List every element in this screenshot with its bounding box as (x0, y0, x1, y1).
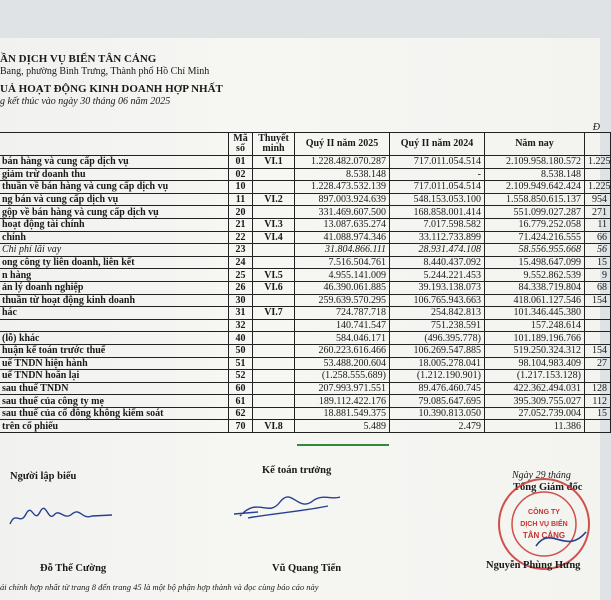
row-extra: 11 (585, 218, 611, 231)
row-q2-2025: 189.112.422.176 (295, 395, 390, 408)
row-ytd: 395.309.755.027 (485, 395, 585, 408)
row-q2-2025: 724.787.718 (295, 307, 390, 320)
header-note: Thuyết minh (253, 133, 295, 156)
row-q2-2024: - (390, 168, 485, 181)
row-ytd: 27.052.739.004 (485, 407, 585, 420)
table-row (0, 269, 611, 282)
row-ytd: 71.424.216.555 (485, 231, 585, 244)
director-name: Nguyễn Phùng Hưng (486, 560, 581, 571)
row-note: VI.3 (253, 218, 295, 231)
row-ytd: 2.109.958.180.572 (485, 156, 585, 169)
row-ytd: 418.061.127.546 (485, 294, 585, 307)
row-q2-2025: 41.088.974.346 (295, 231, 390, 244)
row-q2-2024: 79.085.647.695 (390, 395, 485, 408)
row-label: uế TNDN hiện hành (0, 357, 229, 370)
row-q2-2025: (1.258.555.689) (295, 370, 390, 383)
row-ytd: 16.779.252.058 (485, 218, 585, 231)
row-ytd: 101.189.196.766 (485, 332, 585, 345)
footnote: ái chính hợp nhất từ trang 8 đến trang 45 là một bộ phận hợp thành và đọc cùng báo cáo này (0, 582, 319, 592)
row-q2-2024: 254.842.813 (390, 307, 485, 320)
accountant-title: Kế toán trưởng (262, 465, 332, 476)
row-q2-2024: 2.479 (390, 420, 485, 433)
table-row (0, 156, 611, 169)
row-q2-2024: 717.011.054.514 (390, 181, 485, 194)
header-q2-2024: Quý II năm 2024 (390, 133, 485, 156)
company-name: ẦN DỊCH VỤ BIỂN TÂN CẢNG (0, 53, 157, 65)
row-label: Chi phí lãi vay (0, 244, 229, 257)
row-extra: 15 (585, 256, 611, 269)
row-code: 61 (229, 395, 253, 408)
row-label: thuần về bán hàng và cung cấp dịch vụ (0, 181, 229, 194)
signature-date: Ngày 29 tháng (512, 470, 571, 481)
table-row (0, 168, 611, 181)
row-code: 60 (229, 382, 253, 395)
row-label: huận kế toán trước thuế (0, 344, 229, 357)
row-ytd: 2.109.949.642.424 (485, 181, 585, 194)
table-row (0, 307, 611, 320)
row-code: 70 (229, 420, 253, 433)
row-q2-2025: 1.228.473.532.139 (295, 181, 390, 194)
row-note (253, 357, 295, 370)
row-extra: 9 (585, 269, 611, 282)
header-ytd: Năm nay (485, 133, 585, 156)
row-label: sau thuế của cổ đông không kiểm soát (0, 407, 229, 420)
row-q2-2025: 46.390.061.885 (295, 281, 390, 294)
row-extra: 27 (585, 357, 611, 370)
row-label: ng bán và cung cấp dịch vụ (0, 193, 229, 206)
company-seal-icon (496, 476, 592, 572)
company-address: Bang, phường Bình Trưng, Thành phố Hồ Chí Minh (0, 66, 210, 77)
row-q2-2025: 584.046.171 (295, 332, 390, 345)
row-ytd: 84.338.719.804 (485, 281, 585, 294)
header-q2-2025: Quý II năm 2025 (295, 133, 390, 156)
row-ytd: 1.558.850.615.137 (485, 193, 585, 206)
row-code: 30 (229, 294, 253, 307)
row-q2-2025: 260.223.616.466 (295, 344, 390, 357)
table-row (0, 244, 611, 257)
table-row (0, 231, 611, 244)
row-q2-2024: 106.765.943.663 (390, 294, 485, 307)
table-row (0, 181, 611, 194)
row-label (0, 319, 229, 332)
row-q2-2024: 106.269.547.885 (390, 344, 485, 357)
row-label: (lỗ) khác (0, 332, 229, 345)
row-label: sau thuế của công ty mẹ (0, 395, 229, 408)
table-row (0, 206, 611, 219)
report-period: g kết thúc vào ngày 30 tháng 06 năm 2025 (0, 96, 171, 107)
row-extra: 1.225 (585, 156, 611, 169)
row-q2-2025: 207.993.971.551 (295, 382, 390, 395)
row-code: 25 (229, 269, 253, 282)
row-q2-2025: 140.741.547 (295, 319, 390, 332)
row-note: VI.7 (253, 307, 295, 320)
income-statement-table (0, 132, 611, 433)
row-note (253, 332, 295, 345)
row-note (253, 294, 295, 307)
row-code: 51 (229, 357, 253, 370)
row-q2-2024: 10.390.813.050 (390, 407, 485, 420)
row-extra: 128 (585, 382, 611, 395)
row-q2-2025: 31.804.866.111 (295, 244, 390, 257)
row-note (253, 181, 295, 194)
row-note (253, 344, 295, 357)
row-q2-2024: 39.193.138.073 (390, 281, 485, 294)
row-q2-2025: 5.489 (295, 420, 390, 433)
row-q2-2024: 7.017.598.582 (390, 218, 485, 231)
row-note: VI.5 (253, 269, 295, 282)
table-row (0, 218, 611, 231)
row-extra: 954 (585, 193, 611, 206)
row-q2-2024: (1.212.190.901) (390, 370, 485, 383)
unit-corner: Đ (592, 122, 600, 133)
row-label: ản lý doanh nghiệp (0, 281, 229, 294)
table-row (0, 420, 611, 433)
row-note (253, 244, 295, 257)
row-ytd: 9.552.862.539 (485, 269, 585, 282)
table-row (0, 256, 611, 269)
table-row (0, 281, 611, 294)
row-note (253, 370, 295, 383)
director-title: Tổng Giám đốc (513, 482, 583, 493)
stamp-text-3: TÂN CẢNG (522, 531, 566, 540)
row-label: hoạt động tài chính (0, 218, 229, 231)
row-q2-2024: 548.153.053.100 (390, 193, 485, 206)
row-code: 20 (229, 206, 253, 219)
row-label: bán hàng và cung cấp dịch vụ (0, 156, 229, 169)
row-note: VI.6 (253, 281, 295, 294)
row-q2-2025: 331.469.607.500 (295, 206, 390, 219)
row-ytd: 98.104.983.409 (485, 357, 585, 370)
row-q2-2024: 89.476.460.745 (390, 382, 485, 395)
row-label: giảm trừ doanh thu (0, 168, 229, 181)
row-code: 22 (229, 231, 253, 244)
table-row (0, 357, 611, 370)
row-code: 26 (229, 281, 253, 294)
row-code: 50 (229, 344, 253, 357)
row-code: 21 (229, 218, 253, 231)
row-ytd: 422.362.494.031 (485, 382, 585, 395)
row-extra (585, 370, 611, 383)
row-ytd: 15.498.647.099 (485, 256, 585, 269)
row-code: 24 (229, 256, 253, 269)
row-q2-2025: 53.488.200.604 (295, 357, 390, 370)
table-row (0, 193, 611, 206)
row-extra: 68 (585, 281, 611, 294)
row-extra: 1.225 (585, 181, 611, 194)
row-q2-2025: 8.538.148 (295, 168, 390, 181)
row-code: 32 (229, 319, 253, 332)
row-note: VI.1 (253, 156, 295, 169)
row-extra: 66 (585, 231, 611, 244)
row-note (253, 319, 295, 332)
table-row (0, 370, 611, 383)
row-note (253, 382, 295, 395)
row-ytd: 58.556.955.668 (485, 244, 585, 257)
row-label: ong công ty liên doanh, liên kết (0, 256, 229, 269)
table-row (0, 332, 611, 345)
row-note (253, 168, 295, 181)
row-ytd: 11.386 (485, 420, 585, 433)
row-note (253, 395, 295, 408)
row-q2-2024: 751.238.591 (390, 319, 485, 332)
row-ytd: 8.538.148 (485, 168, 585, 181)
header-code: Mã số (229, 133, 253, 156)
row-extra (585, 420, 611, 433)
row-note: VI.8 (253, 420, 295, 433)
row-extra: 154 (585, 294, 611, 307)
row-code: 62 (229, 407, 253, 420)
stamp-text-2: DỊCH VỤ BIỂN (520, 521, 568, 528)
row-q2-2025: 1.228.482.070.287 (295, 156, 390, 169)
table-header-row (0, 133, 611, 156)
accountant-signature-icon (228, 492, 348, 522)
table-row (0, 294, 611, 307)
preparer-name: Đỗ Thế Cường (40, 563, 107, 574)
table-row (0, 344, 611, 357)
row-extra: 271 (585, 206, 611, 219)
preparer-title: Người lập biểu (10, 471, 77, 482)
row-label: uế TNDN hoãn lại (0, 370, 229, 383)
row-extra: 56 (585, 244, 611, 257)
row-extra: 154 (585, 344, 611, 357)
row-q2-2024: 717.011.054.514 (390, 156, 485, 169)
row-label: n hàng (0, 269, 229, 282)
preparer-signature-icon (8, 506, 118, 528)
row-q2-2024: 28.931.474.108 (390, 244, 485, 257)
table-row (0, 382, 611, 395)
table-row (0, 395, 611, 408)
row-label: trên cổ phiếu (0, 420, 229, 433)
row-q2-2025: 4.955.141.009 (295, 269, 390, 282)
report-title: UẢ HOẠT ĐỘNG KINH DOANH HỢP NHẤT (0, 83, 223, 95)
row-q2-2024: 5.244.221.453 (390, 269, 485, 282)
header-extra (585, 133, 611, 156)
row-code: 11 (229, 193, 253, 206)
row-ytd: 101.346.445.380 (485, 307, 585, 320)
header-label (0, 133, 229, 156)
row-q2-2024: 18.005.278.041 (390, 357, 485, 370)
row-extra: 112 (585, 395, 611, 408)
row-label: hác (0, 307, 229, 320)
row-label: thuần từ hoạt động kinh doanh (0, 294, 229, 307)
row-ytd: (1.217.153.128) (485, 370, 585, 383)
accountant-name: Vũ Quang Tiến (272, 563, 342, 574)
row-extra (585, 319, 611, 332)
row-q2-2025: 259.639.570.295 (295, 294, 390, 307)
row-q2-2025: 13.087.635.274 (295, 218, 390, 231)
row-label: gộp về bán hàng và cung cấp dịch vụ (0, 206, 229, 219)
table-row (0, 407, 611, 420)
table-row (0, 319, 611, 332)
row-note (253, 206, 295, 219)
row-extra: 15 (585, 407, 611, 420)
row-ytd: 157.248.614 (485, 319, 585, 332)
row-extra (585, 332, 611, 345)
row-q2-2025: 897.003.924.639 (295, 193, 390, 206)
row-note (253, 256, 295, 269)
row-code: 10 (229, 181, 253, 194)
row-note (253, 407, 295, 420)
row-code: 31 (229, 307, 253, 320)
row-q2-2024: (496.395.778) (390, 332, 485, 345)
row-ytd: 551.099.027.287 (485, 206, 585, 219)
row-label: sau thuế TNDN (0, 382, 229, 395)
row-q2-2024: 168.858.001.414 (390, 206, 485, 219)
row-extra (585, 168, 611, 181)
row-code: 02 (229, 168, 253, 181)
row-q2-2024: 33.112.733.899 (390, 231, 485, 244)
row-code: 40 (229, 332, 253, 345)
row-q2-2025: 18.881.549.375 (295, 407, 390, 420)
row-extra (585, 307, 611, 320)
row-q2-2024: 8.440.437.092 (390, 256, 485, 269)
report-page (0, 38, 611, 600)
row-label: chính (0, 231, 229, 244)
row-ytd: 519.250.324.312 (485, 344, 585, 357)
row-note: VI.2 (253, 193, 295, 206)
highlight-underline (297, 444, 389, 446)
row-code: 01 (229, 156, 253, 169)
stamp-text-1: CÔNG TY (528, 509, 560, 516)
row-note: VI.4 (253, 231, 295, 244)
row-q2-2025: 7.516.504.761 (295, 256, 390, 269)
row-code: 52 (229, 370, 253, 383)
row-code: 23 (229, 244, 253, 257)
